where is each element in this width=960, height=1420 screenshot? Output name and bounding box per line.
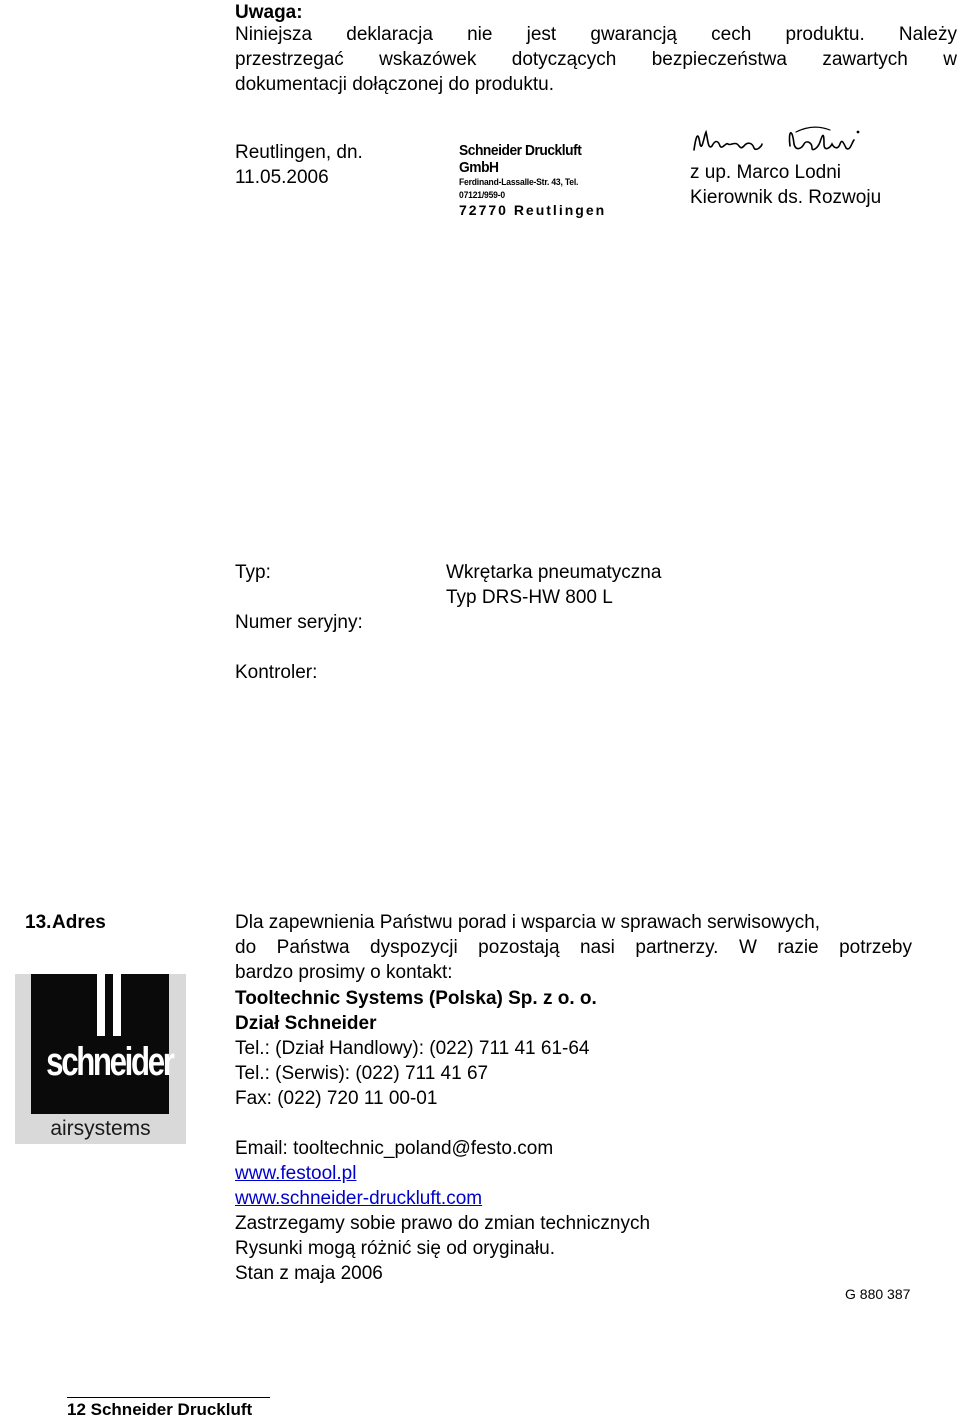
notice-line-3: dokumentacji dołączonej do produktu. bbox=[235, 74, 554, 95]
schneider-logo bbox=[15, 974, 186, 1144]
type-value-1: Wkrętarka pneumatyczna bbox=[446, 562, 662, 583]
footer-text: 12 Schneider Druckluft bbox=[67, 1400, 253, 1419]
address-intro-2: do Państwa dyspozycji pozostają nasi partnerzy. W razie potrzeby bbox=[235, 937, 912, 958]
signatory-line-1: z up. Marco Lodni bbox=[690, 162, 842, 183]
tel-sales: Tel.: (Dział Handlowy): (022) 711 41 61-64 bbox=[235, 1038, 590, 1059]
email: Email: tooltechnic_poland@festo.com bbox=[235, 1138, 554, 1159]
company-stamp bbox=[459, 142, 621, 218]
partner-company: Tooltechnic Systems (Polska) Sp. z o. o. bbox=[235, 988, 597, 1009]
logo-subtitle: airsystems bbox=[50, 1117, 151, 1140]
footer-rule bbox=[67, 1397, 270, 1398]
fax: Fax: (022) 720 11 00-01 bbox=[235, 1088, 438, 1109]
signatory-line-2: Kierownik ds. Rozwoju bbox=[690, 187, 882, 208]
link-festool[interactable]: www.festool.pl bbox=[235, 1163, 357, 1184]
type-label: Typ: bbox=[235, 562, 271, 583]
link-schneider[interactable]: www.schneider-druckluft.com bbox=[235, 1188, 483, 1209]
stamp-street: Ferdinand-Lassalle-Str. 43, Tel. 07121/959-0 bbox=[459, 177, 579, 200]
controller-label: Kontroler: bbox=[235, 662, 318, 683]
notice-line-2: przestrzegać wskazówek dotyczących bezpieczeństwa zawartych w bbox=[235, 49, 957, 70]
section-title: Adres bbox=[52, 912, 106, 933]
note-drawings: Rysunki mogą różnić się od oryginału. bbox=[235, 1238, 555, 1259]
place: Reutlingen, dn. bbox=[235, 142, 363, 163]
logo-word: schneider bbox=[46, 1040, 173, 1084]
serial-label: Numer seryjny: bbox=[235, 612, 363, 633]
document-code: G 880 387 bbox=[845, 1286, 911, 1302]
stamp-company: Schneider Druckluft GmbH bbox=[459, 142, 582, 176]
partner-department: Dział Schneider bbox=[235, 1013, 377, 1034]
note-technical-changes: Zastrzegamy sobie prawo do zmian technicznych bbox=[235, 1213, 651, 1234]
note-status: Stan z maja 2006 bbox=[235, 1263, 383, 1284]
section-number: 13. bbox=[25, 912, 52, 933]
notice-line-1: Niniejsza deklaracja nie jest gwarancją cech produktu. Należy bbox=[235, 24, 957, 45]
logo-bars-graphic bbox=[31, 974, 169, 1036]
tel-service: Tel.: (Serwis): (022) 711 41 67 bbox=[235, 1063, 489, 1084]
address-intro-1: Dla zapewnienia Państwu porad i wsparcia w sprawach serwisowych, bbox=[235, 912, 821, 933]
date: 11.05.2006 bbox=[235, 167, 329, 188]
notice-heading: Uwaga: bbox=[235, 2, 303, 23]
address-intro-3: bardzo prosimy o kontakt: bbox=[235, 962, 453, 983]
logo-block bbox=[31, 974, 173, 1114]
type-value-2: Typ DRS-HW 800 L bbox=[446, 587, 613, 608]
stamp-city: 72770 Reutlingen bbox=[459, 202, 607, 218]
